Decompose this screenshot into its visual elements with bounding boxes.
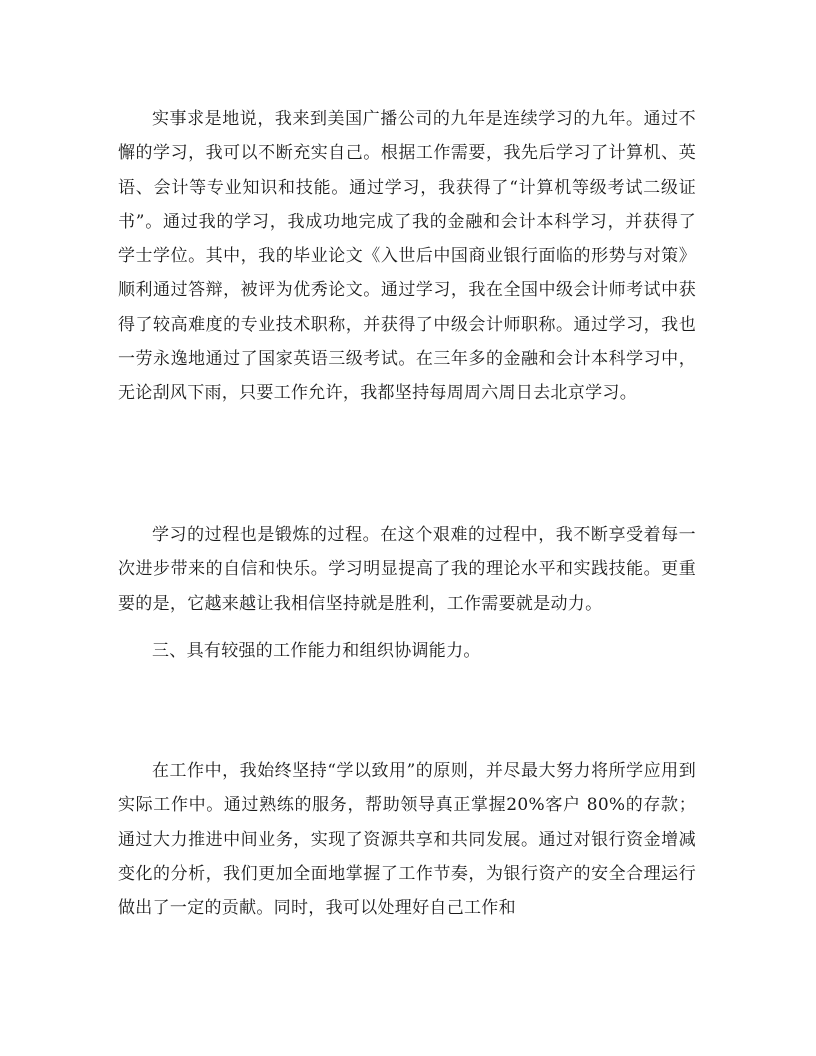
paragraph-learning-process: 学习的过程也是锻炼的过程。在这个艰难的过程中，我不断享受着每一次进步带来的自信和快乐。学习明显提高了我的理论水平和实践技能。更重要的是，它越来越让我相信坚持就是胜利，工作需要就是动力。 xyxy=(118,525,696,614)
paragraph-continuous-learning: 实事求是地说，我来到美国广播公司的九年是连续学习的九年。通过不懈的学习，我可以不断充实自己。根据工作需要，我先后学习了计算机、英语、会计等专业知识和技能。通过学习，我获得了“计算机等级考试二级证书”。通过我的学习，我成功地完成了我的金融和会计本科学习，并获得了学士学位。其中，我的毕业论文《入世后中国商业银行面临的形势与对策》顺利通过答辩，被评为优秀论文。通过学习，我在全国中级会计师考试中获得了较高难度的专业技术职称，并获得了中级会计师职称。通过学习，我也一劳永逸地通过了国家英语三级考试。在三年多的金融和会计本科学习中，无论刮风下雨，只要工作允许，我都坚持每周周六周日去北京学习。 xyxy=(118,109,696,404)
paragraph-work-application: 在工作中，我始终坚持“学以致用”的原则，并尽最大努力将所学应用到实际工作中。通过熟练的服务，帮助领导真正掌握20%客户 80%的存款；通过大力推进中间业务，实现了资源共享和共同发展。通过对银行资金增减变化的分析，我们更加全面地掌握了工作节奏，为银行资产的安全合理运行做出了一定的贡献。同时，我可以处理好自己工作和 xyxy=(118,761,696,919)
section-heading-work-ability: 三、具有较强的工作能力和组织协调能力。 xyxy=(152,641,481,661)
